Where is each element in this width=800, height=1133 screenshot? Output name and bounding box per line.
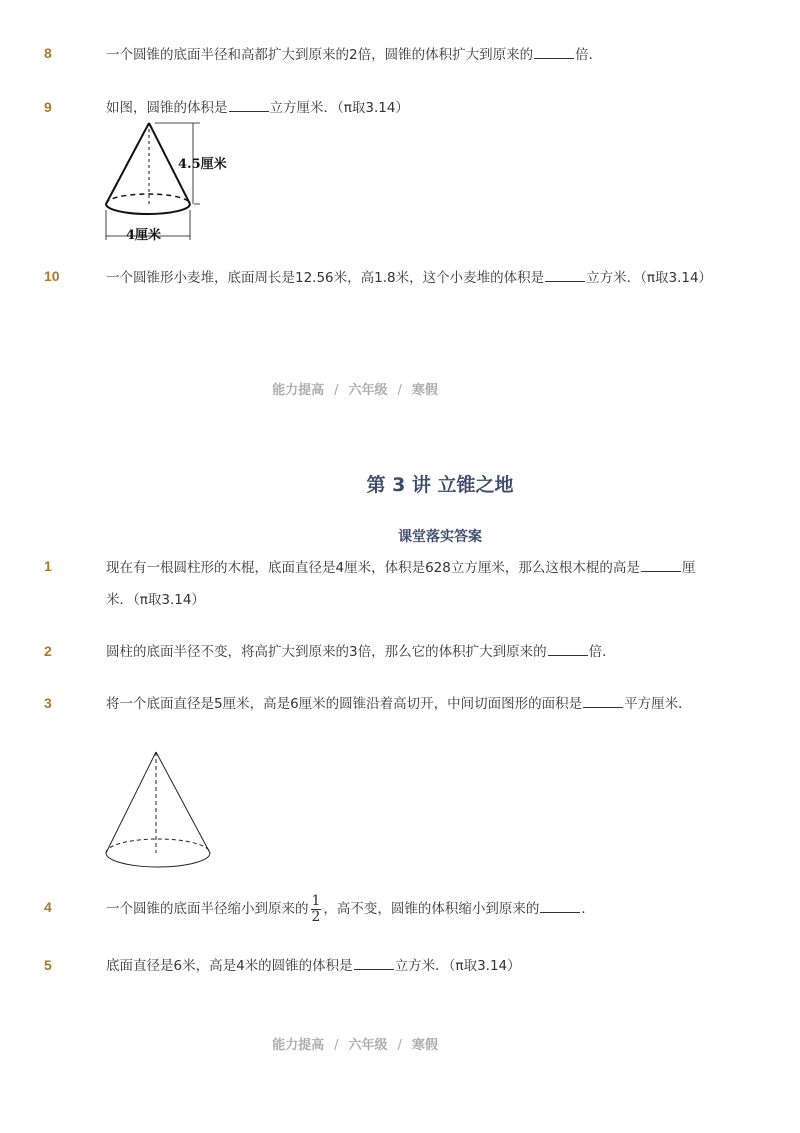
cone-side-left	[106, 752, 156, 853]
question-text-part: 立方厘米．（π取3.14）	[269, 100, 409, 116]
answer-blank[interactable]	[354, 955, 394, 970]
question-text-part: 一个圆锥的底面半径缩小到原来的	[106, 901, 309, 917]
cone-figure-2	[100, 748, 220, 873]
answer-blank[interactable]	[229, 97, 269, 112]
question-text	[106, 262, 720, 294]
question-text-part: 倍．	[588, 644, 616, 660]
answer-blank[interactable]	[540, 898, 580, 913]
question-text-part: 平方厘米．	[624, 696, 692, 712]
question-text-part: 厘米．（π取3.14）	[106, 560, 696, 608]
question-text-part: 将一个底面直径是5厘米，高是6厘米的圆锥沿着高切开，中间切面图形的面积是	[106, 696, 583, 712]
question-number: 2	[44, 643, 52, 659]
page-footer	[0, 1034, 710, 1053]
page-footer	[0, 379, 710, 398]
question-text	[106, 552, 720, 616]
question-text	[106, 688, 720, 720]
question-number: 10	[44, 268, 60, 284]
cone-figure	[100, 118, 240, 248]
fraction-numerator: 1	[311, 892, 321, 909]
question-number: 1	[44, 558, 52, 574]
answer-blank[interactable]	[548, 641, 588, 656]
fraction-denominator: 2	[311, 908, 321, 925]
answer-blank[interactable]	[534, 44, 574, 59]
question-text-part: 一个圆锥形小麦堆，底面周长是12.56米，高1.8米，这个小麦堆的体积是	[106, 270, 545, 286]
footer-text: 六年级	[348, 1038, 388, 1053]
question-number: 3	[44, 695, 52, 711]
footer-separator: /	[397, 383, 402, 398]
cone-base-front	[106, 853, 210, 867]
footer-text: 寒假	[411, 1038, 438, 1053]
width-label: 4厘米	[126, 228, 162, 243]
cone-base-front	[106, 204, 190, 214]
cone-base-back	[106, 839, 210, 853]
question-text-part: ，高不变，圆锥的体积缩小到原来的	[323, 901, 540, 917]
question-text	[106, 893, 720, 925]
question-text-part: 圆柱的底面半径不变，将高扩大到原来的3倍，那么它的体积扩大到原来的	[106, 644, 547, 660]
answer-blank[interactable]	[545, 267, 585, 282]
footer-separator: /	[334, 383, 339, 398]
question-text-part: 现在有一根圆柱形的木棍，底面直径是4厘米，体积是628立方厘米，那么这根木棍的高是	[106, 560, 640, 576]
cone-base-back	[106, 194, 190, 204]
height-label: 4.5厘米	[178, 157, 227, 172]
footer-separator: /	[334, 1038, 339, 1053]
cone-side-left	[106, 123, 149, 204]
lecture-title: 第 3 讲 立锥之地	[366, 474, 514, 496]
question-text-part: 一个圆锥的底面半径和高都扩大到原来的2倍，圆锥的体积扩大到原来的	[106, 47, 534, 63]
footer-text: 寒假	[411, 383, 438, 398]
question-text	[106, 636, 720, 668]
question-text-part: 立方米．（π取3.14）	[394, 958, 521, 974]
question-text-part: 底面直径是6米，高是4米的圆锥的体积是	[106, 958, 353, 974]
footer-separator: /	[397, 1038, 402, 1053]
answer-blank[interactable]	[641, 557, 681, 572]
question-text	[106, 950, 720, 982]
footer-text: 能力提高	[272, 1038, 325, 1053]
footer-text: 六年级	[348, 383, 388, 398]
question-number: 4	[44, 899, 52, 915]
answer-blank[interactable]	[583, 693, 623, 708]
question-text	[106, 39, 720, 71]
cone-side-right	[156, 752, 210, 853]
lecture-subtitle: 课堂落实答案	[398, 529, 482, 545]
question-number: 5	[44, 957, 52, 973]
question-text-part: 倍．	[575, 47, 603, 63]
question-text-part: 立方米．（π取3.14）	[586, 270, 713, 286]
question-text-part: ．	[581, 901, 595, 917]
question-number: 8	[44, 45, 52, 61]
question-number: 9	[44, 99, 52, 115]
question-text-part: 如图，圆锥的体积是	[106, 100, 228, 116]
footer-text: 能力提高	[272, 383, 325, 398]
fraction	[311, 894, 322, 925]
